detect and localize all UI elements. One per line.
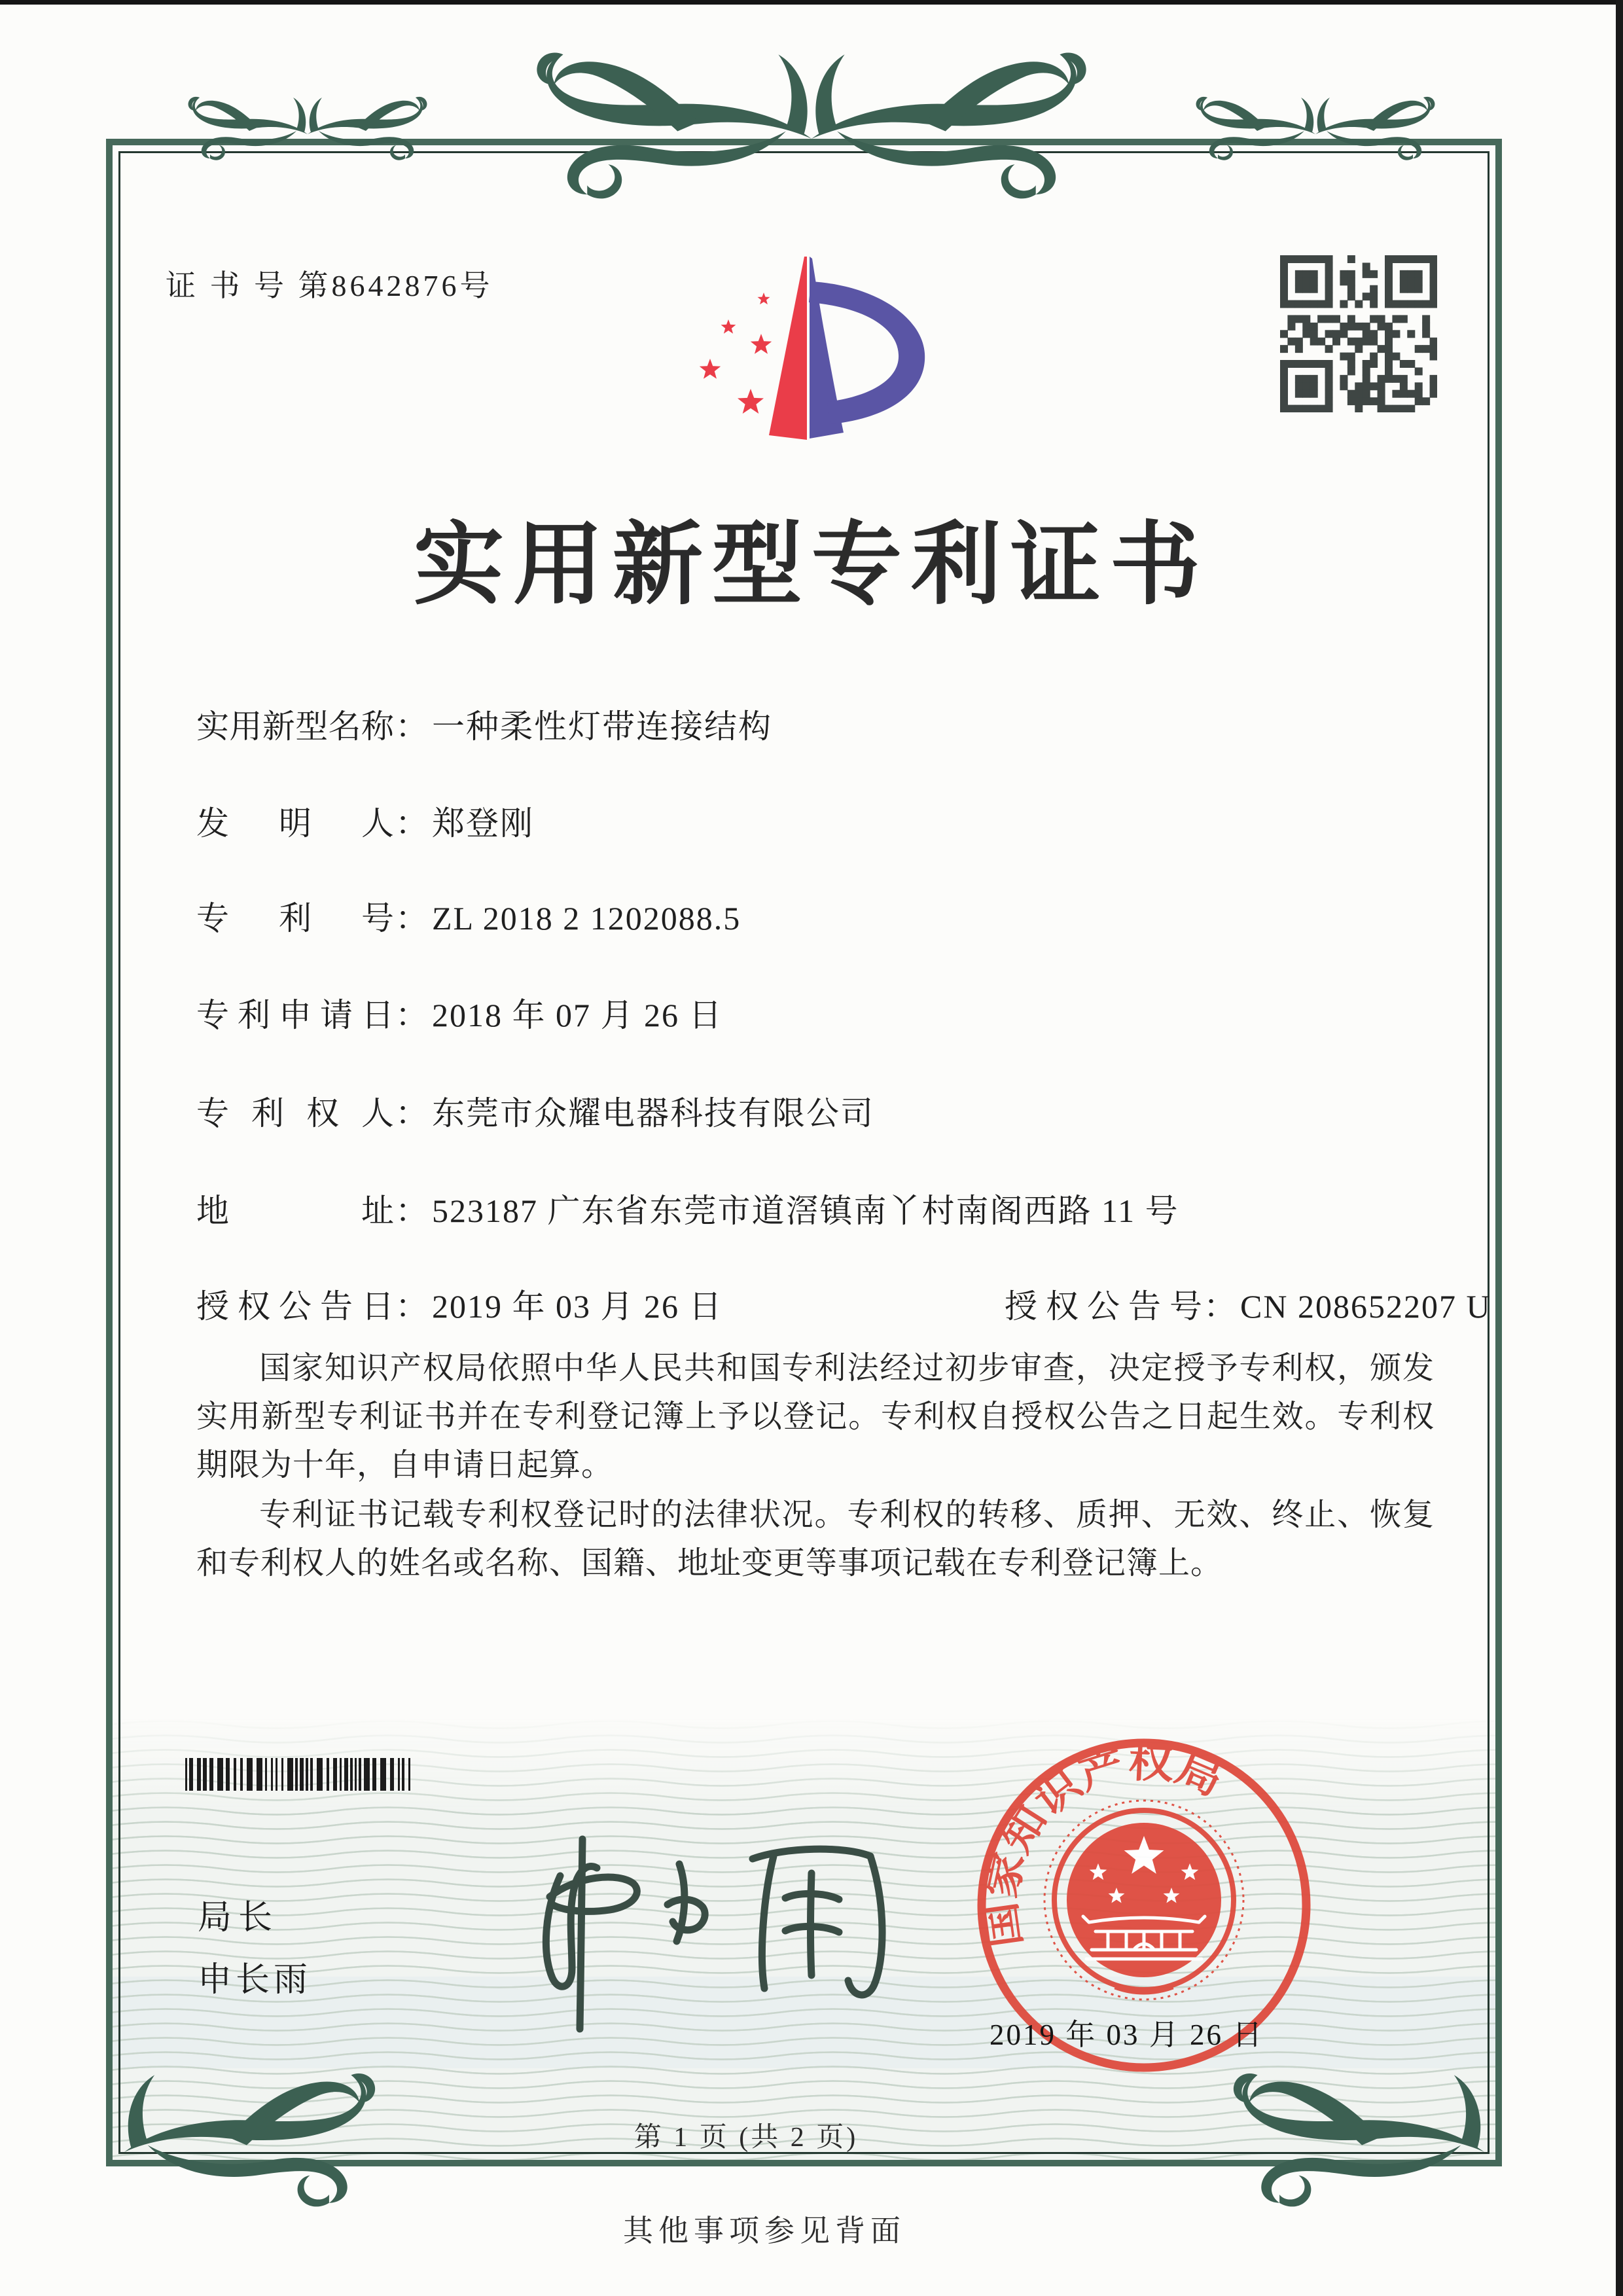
- signatory-name: 申长雨: [198, 1962, 312, 1999]
- field-row-grant: [196, 1280, 1491, 1325]
- field-colon: ：: [395, 708, 428, 745]
- field-row-patent-number: [196, 892, 741, 937]
- seal-ring-text: 国家知识产权局: [980, 1741, 1224, 1950]
- back-side-note: 其他事项参见背面: [623, 2214, 906, 2248]
- grant-number-group: [1005, 1280, 1491, 1327]
- national-emblem: [1044, 1801, 1243, 2000]
- field-value: ZL 2018 2 1202088.5: [432, 900, 741, 937]
- field-row-invention-name: [196, 700, 772, 745]
- field-label: 专利号: [196, 900, 394, 937]
- field-colon: ：: [395, 900, 428, 937]
- field-colon: ：: [395, 1095, 428, 1132]
- field-value: 郑登刚: [432, 805, 534, 842]
- field-colon: ：: [395, 1288, 428, 1325]
- grant-date-value: 2019 年 03 月 26 日: [432, 1288, 723, 1325]
- grant-date-label: 授权公告日: [196, 1288, 394, 1325]
- field-label: 地址: [196, 1193, 394, 1229]
- field-value: 2018 年 07 月 26 日: [432, 997, 723, 1033]
- seal-date: 2019 年 03 月 26 日: [990, 2018, 1264, 2051]
- certificate-number: 证 书 号 第8642876号: [166, 269, 493, 302]
- field-row-inventor: [196, 797, 534, 842]
- field-colon: ：: [395, 1193, 428, 1229]
- page-number-note: 第 1 页 (共 2 页): [633, 2123, 859, 2153]
- cnipa-logo-icon: [690, 250, 939, 450]
- field-label: 实用新型名称: [196, 708, 394, 745]
- barcode-icon: [185, 1758, 419, 1791]
- field-row-address: [196, 1185, 1179, 1229]
- qr-code-icon: [1280, 255, 1437, 412]
- field-row-patentee: [196, 1087, 874, 1132]
- field-value: 东莞市众耀电器科技有限公司: [432, 1095, 874, 1132]
- field-value: 523187 广东省东莞市道滘镇南丫村南阁西路 11 号: [432, 1193, 1179, 1229]
- certificate-title: 实用新型专利证书: [413, 515, 1209, 615]
- signatory-title: 局长: [198, 1899, 279, 1937]
- body-paragraph-grant-statement: 国家知识产权局依照中华人民共和国专利法经过初步审查，决定授予专利权，颁发实用新型专利证书并在专利登记簿上予以登记。专利权自授权公告之日起生效。专利权期限为十年，自申请日起算。: [196, 1351, 1435, 1482]
- field-colon: ：: [395, 805, 428, 842]
- grant-number-label: 授权公告号: [1005, 1288, 1202, 1325]
- field-row-filing-date: [196, 989, 723, 1033]
- field-label: 专利申请日: [196, 997, 394, 1033]
- grant-number-value: CN 208652207 U: [1240, 1288, 1491, 1325]
- field-label: 专利权人: [196, 1095, 394, 1132]
- body-paragraph-legal-status: 专利证书记载专利权登记时的法律状况。专利权的转移、质押、无效、终止、恢复和专利权人的姓名或名称、国籍、地址变更等事项记载在专利登记簿上。: [196, 1498, 1435, 1581]
- field-colon: ：: [395, 997, 428, 1033]
- field-value: 一种柔性灯带连接结构: [432, 708, 772, 745]
- field-label: 发明人: [196, 805, 394, 842]
- field-colon: ：: [1204, 1288, 1236, 1325]
- signature-autograph-icon: [504, 1813, 923, 2049]
